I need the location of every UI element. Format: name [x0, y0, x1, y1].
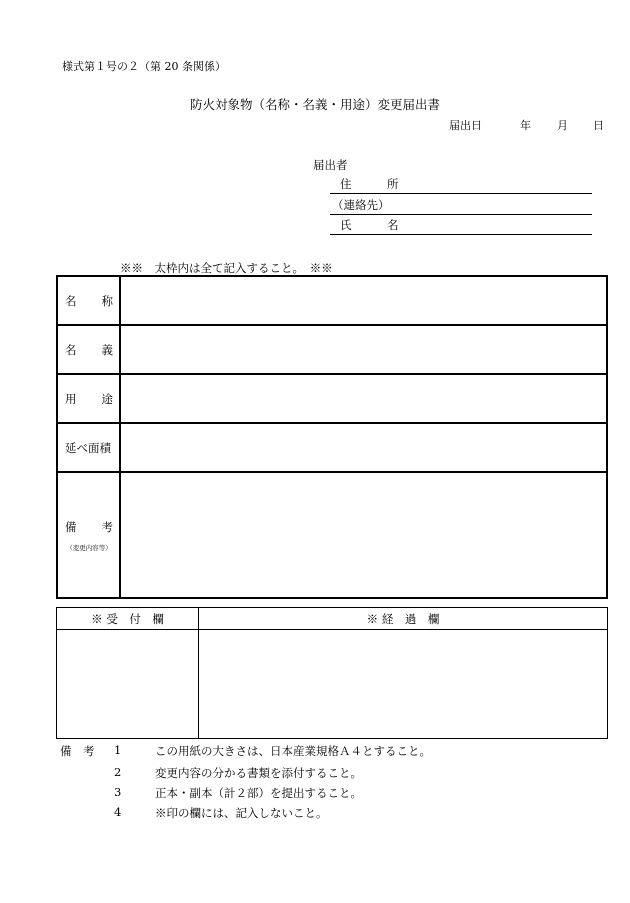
date-month-label: 月: [557, 119, 568, 132]
row-holder-value[interactable]: [123, 326, 602, 373]
row-holder-label: [58, 326, 121, 373]
row-use-label: [58, 375, 121, 422]
address-label-1: 住: [340, 177, 352, 191]
remark-num: 1: [114, 743, 122, 757]
name-label-1: 氏: [340, 218, 352, 232]
row-remarks-label-2: 考: [101, 520, 113, 534]
reception-table: [56, 607, 608, 739]
remarks-label: 備 考: [60, 744, 95, 758]
row-name: [58, 277, 606, 326]
row-use-label-2: 途: [101, 391, 113, 406]
applicant-name-field[interactable]: [330, 214, 592, 235]
date-day-label: 日: [593, 119, 604, 132]
date-label: 届出日: [449, 119, 482, 132]
row-floor-area-value[interactable]: [123, 424, 602, 471]
instruction-note: ※※ 太枠内は全て記入すること。 ※※: [120, 261, 333, 275]
row-name-label-2: 称: [101, 293, 113, 308]
row-holder-label-2: 義: [101, 342, 113, 357]
row-remarks-label-1: 備: [65, 520, 77, 534]
reception-cell: [57, 630, 197, 738]
remark-num: 2: [114, 765, 122, 779]
row-remarks-sublabel: （変更内容等）: [66, 544, 112, 552]
row-use-value[interactable]: [123, 375, 602, 422]
row-floor-area: [58, 424, 606, 473]
applicant-contact-field[interactable]: [330, 194, 592, 215]
row-name-value[interactable]: [123, 277, 602, 324]
row-use: [58, 375, 606, 424]
remark-num: 3: [114, 785, 122, 799]
row-name-label: [58, 277, 121, 324]
row-remarks-value[interactable]: [123, 473, 602, 597]
row-floor-area-label-text: 延べ面積: [65, 440, 111, 455]
remark-text: 正本・副本（計２部）を提出すること。: [155, 786, 362, 800]
row-remarks: [58, 473, 606, 597]
remark-num: 4: [114, 805, 122, 819]
row-name-label-1: 名: [65, 293, 77, 308]
address-label-2: 所: [387, 177, 399, 191]
applicant-address-field[interactable]: [330, 173, 592, 194]
applicant-label: 届出者: [313, 158, 348, 172]
row-use-label-1: 用: [65, 391, 77, 406]
row-holder-label-1: 名: [65, 342, 77, 357]
row-floor-area-label: [58, 424, 121, 471]
remark-text: この用紙の大きさは、日本産業規格Ａ４とすること。: [155, 744, 431, 758]
document-title: 防火対象物（名称・名義・用途）変更届出書: [189, 97, 440, 112]
main-form-table: [56, 275, 608, 599]
progress-cell: [199, 630, 607, 738]
remark-text: 変更内容の分かる書類を添付すること。: [155, 766, 362, 780]
remark-text: ※印の欄には、記入しないこと。: [155, 806, 328, 820]
date-year-label: 年: [520, 119, 531, 132]
progress-column-header: ※ 経 過 欄: [366, 612, 440, 626]
row-holder: [58, 326, 606, 375]
row-remarks-label: [58, 473, 121, 597]
name-label-2: 名: [387, 218, 399, 232]
form-number: 様式第１号の２（第 20 条関係）: [62, 60, 226, 73]
contact-label: （連絡先）: [332, 198, 390, 212]
reception-column-header: ※ 受 付 欄: [91, 612, 164, 626]
